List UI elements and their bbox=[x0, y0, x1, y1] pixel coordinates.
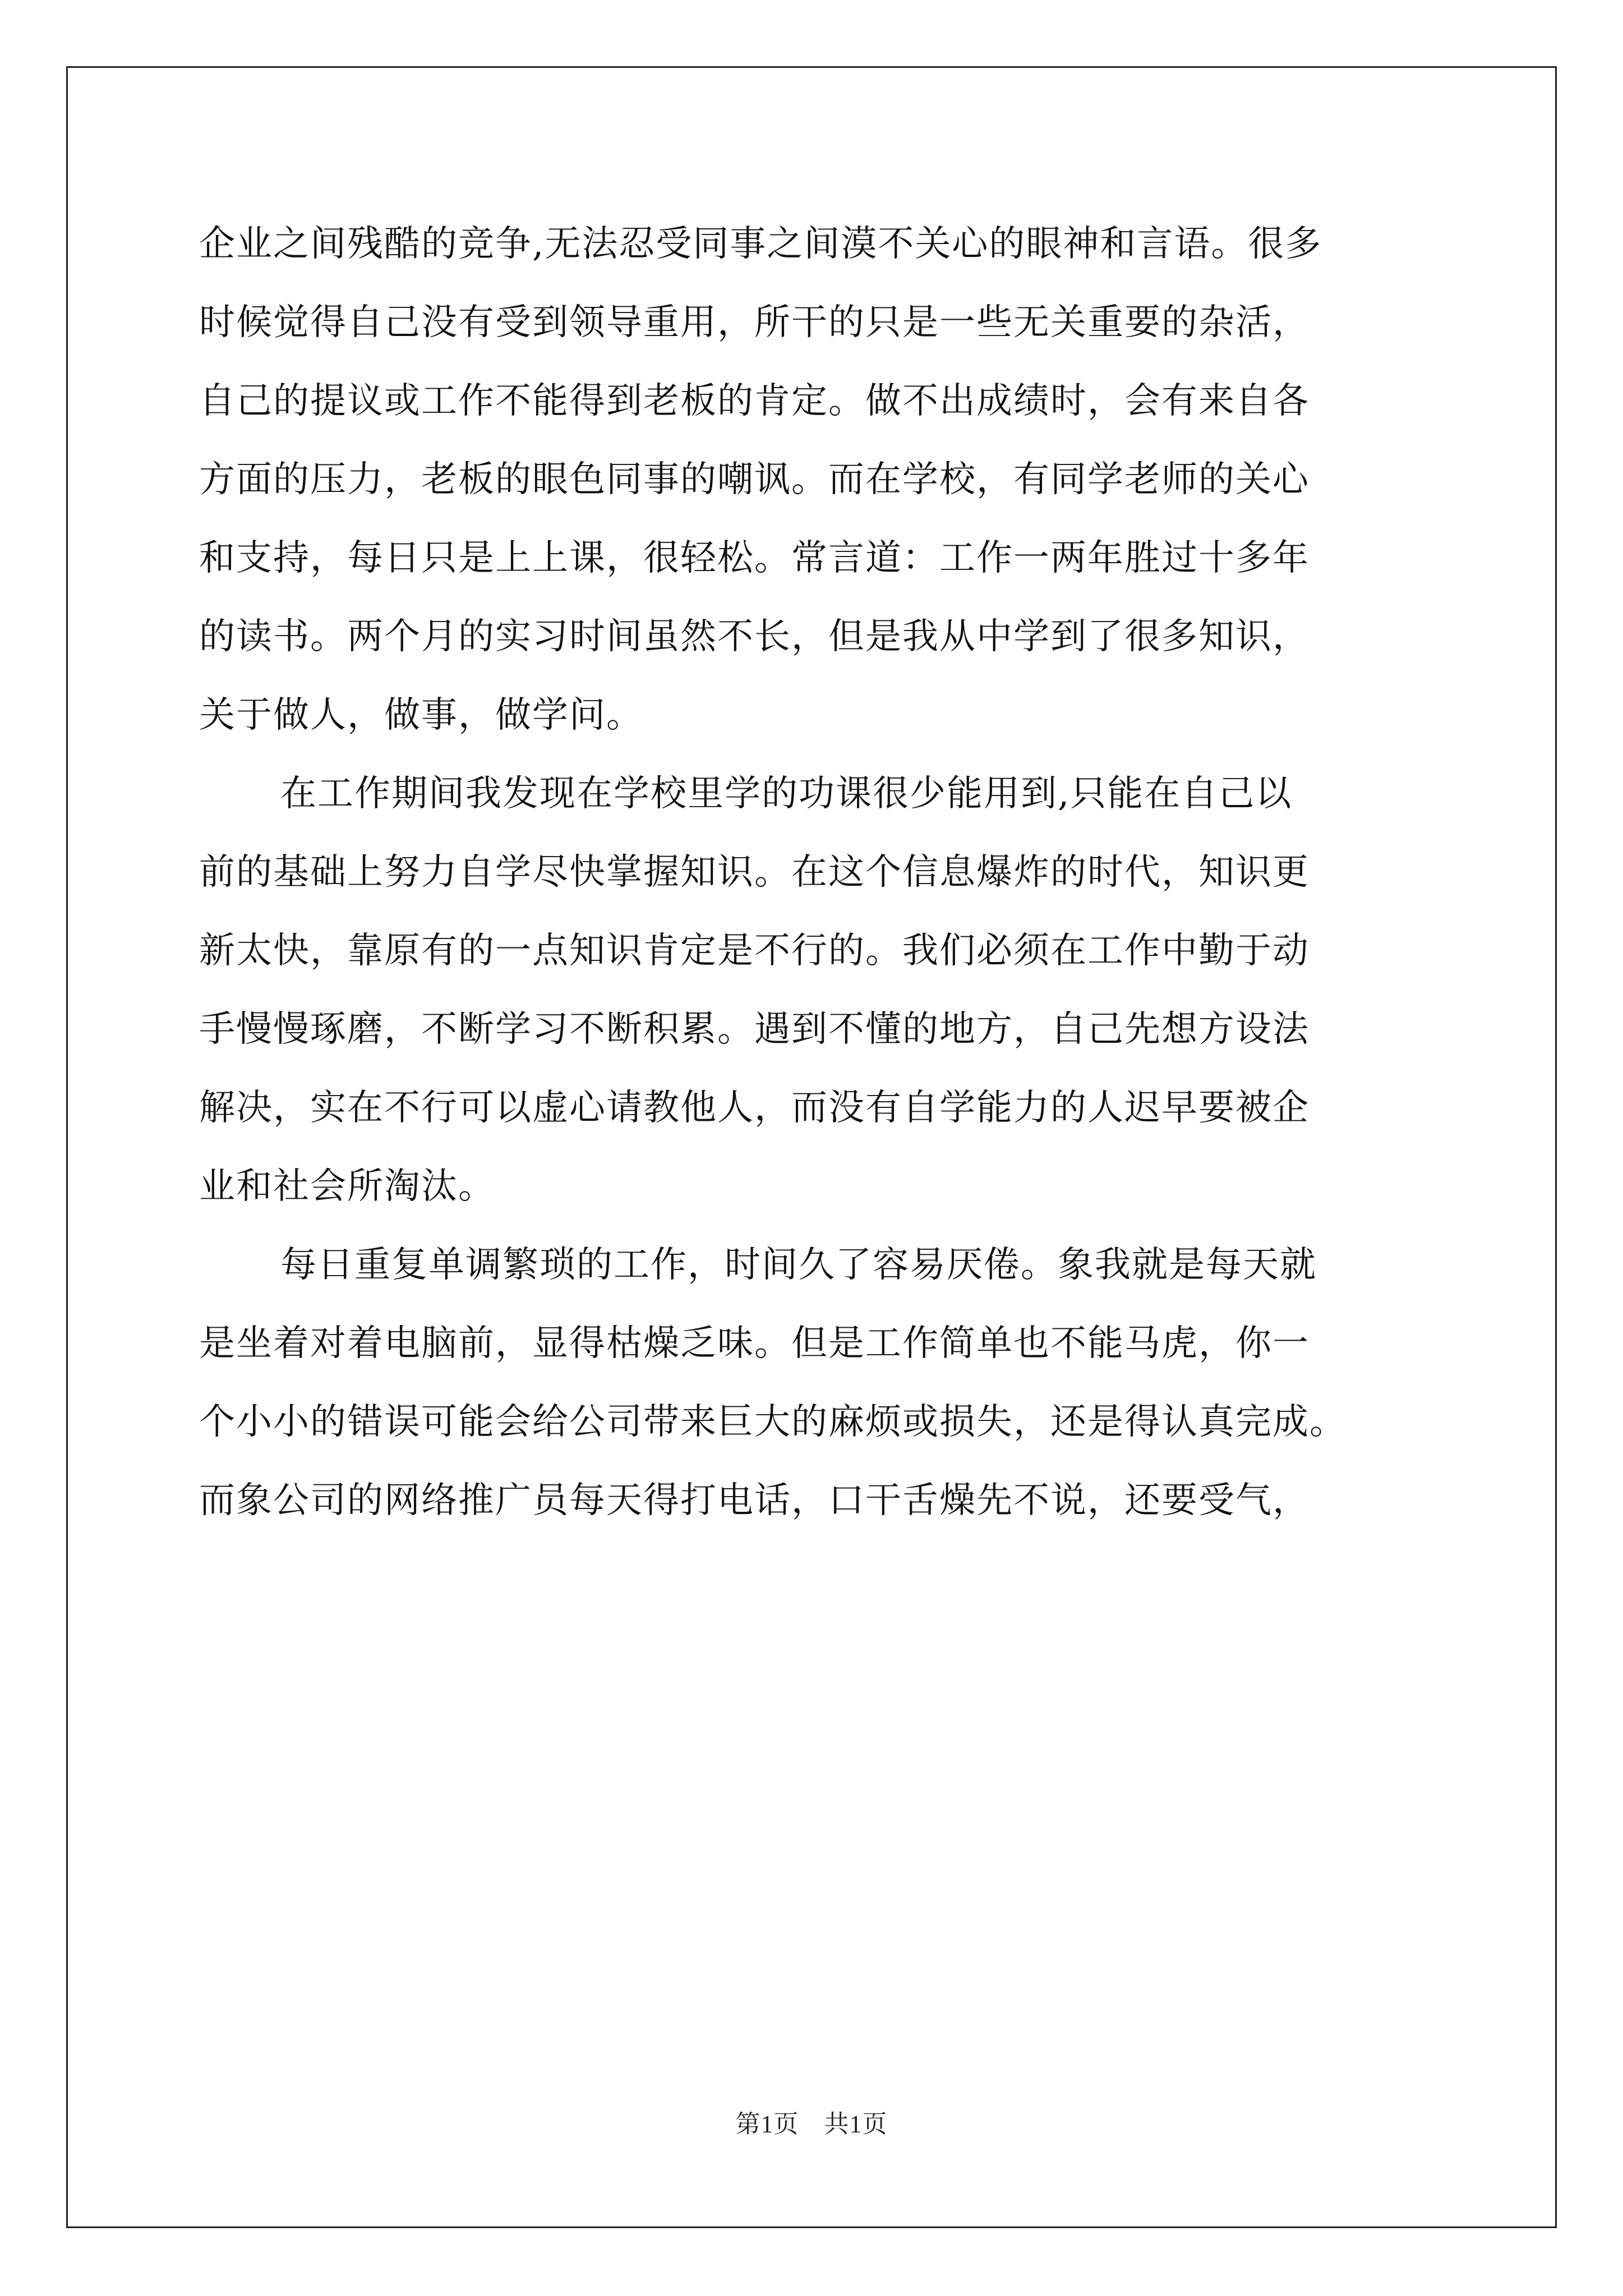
text-line: 个小小的错误可能会给公司带来巨大的麻烦或损失，还是得认真完成。 bbox=[199, 1401, 1347, 1443]
text-line: 自己的提议或工作不能得到老板的肯定。做不出成绩时，会有来自各 bbox=[199, 380, 1310, 422]
text-line: 时候觉得自己没有受到领导重用，所干的只是一些无关重要的杂活， bbox=[199, 302, 1310, 343]
paragraph-start-line: 在工作期间我发现在学校里学的功课很少能用到,只能在自己以 bbox=[280, 773, 1293, 815]
text-line: 手慢慢琢磨，不断学习不断积累。遇到不懂的地方，自己先想方设法 bbox=[199, 1009, 1310, 1050]
text-line: 而象公司的网络推广员每天得打电话，口干舌燥先不说，还要受气， bbox=[199, 1480, 1310, 1521]
text-line: 的读书。两个月的实习时间虽然不长，但是我从中学到了很多知识， bbox=[199, 616, 1310, 657]
text-line: 业和社会所淘汰。 bbox=[199, 1166, 495, 1207]
text-line: 前的基础上努力自学尽快掌握知识。在这个信息爆炸的时代，知识更 bbox=[199, 852, 1310, 893]
text-line: 关于做人，做事，做学问。 bbox=[199, 694, 643, 736]
text-line: 新太快，靠原有的一点知识肯定是不行的。我们必须在工作中勤于动 bbox=[199, 930, 1310, 972]
document-body bbox=[199, 205, 1433, 1540]
text-line: 是坐着对着电脑前，显得枯燥乏味。但是工作简单也不能马虎，你一 bbox=[199, 1323, 1310, 1364]
text-line: 企业之间残酷的竞争,无法忍受同事之间漠不关心的眼神和言语。很多 bbox=[199, 223, 1322, 265]
page-number-footer: 第1页 共1页 bbox=[735, 2110, 888, 2138]
text-line: 解决，实在不行可以虚心请教他人，而没有自学能力的人迟早要被企 bbox=[199, 1087, 1310, 1129]
paragraph-start-line: 每日重复单调繁琐的工作，时间久了容易厌倦。象我就是每天就 bbox=[280, 1244, 1317, 1286]
text-line: 方面的压力，老板的眼色同事的嘲讽。而在学校，有同学老师的关心 bbox=[199, 459, 1310, 500]
text-line: 和支持，每日只是上上课，很轻松。常言道：工作一两年胜过十多年 bbox=[199, 537, 1310, 579]
